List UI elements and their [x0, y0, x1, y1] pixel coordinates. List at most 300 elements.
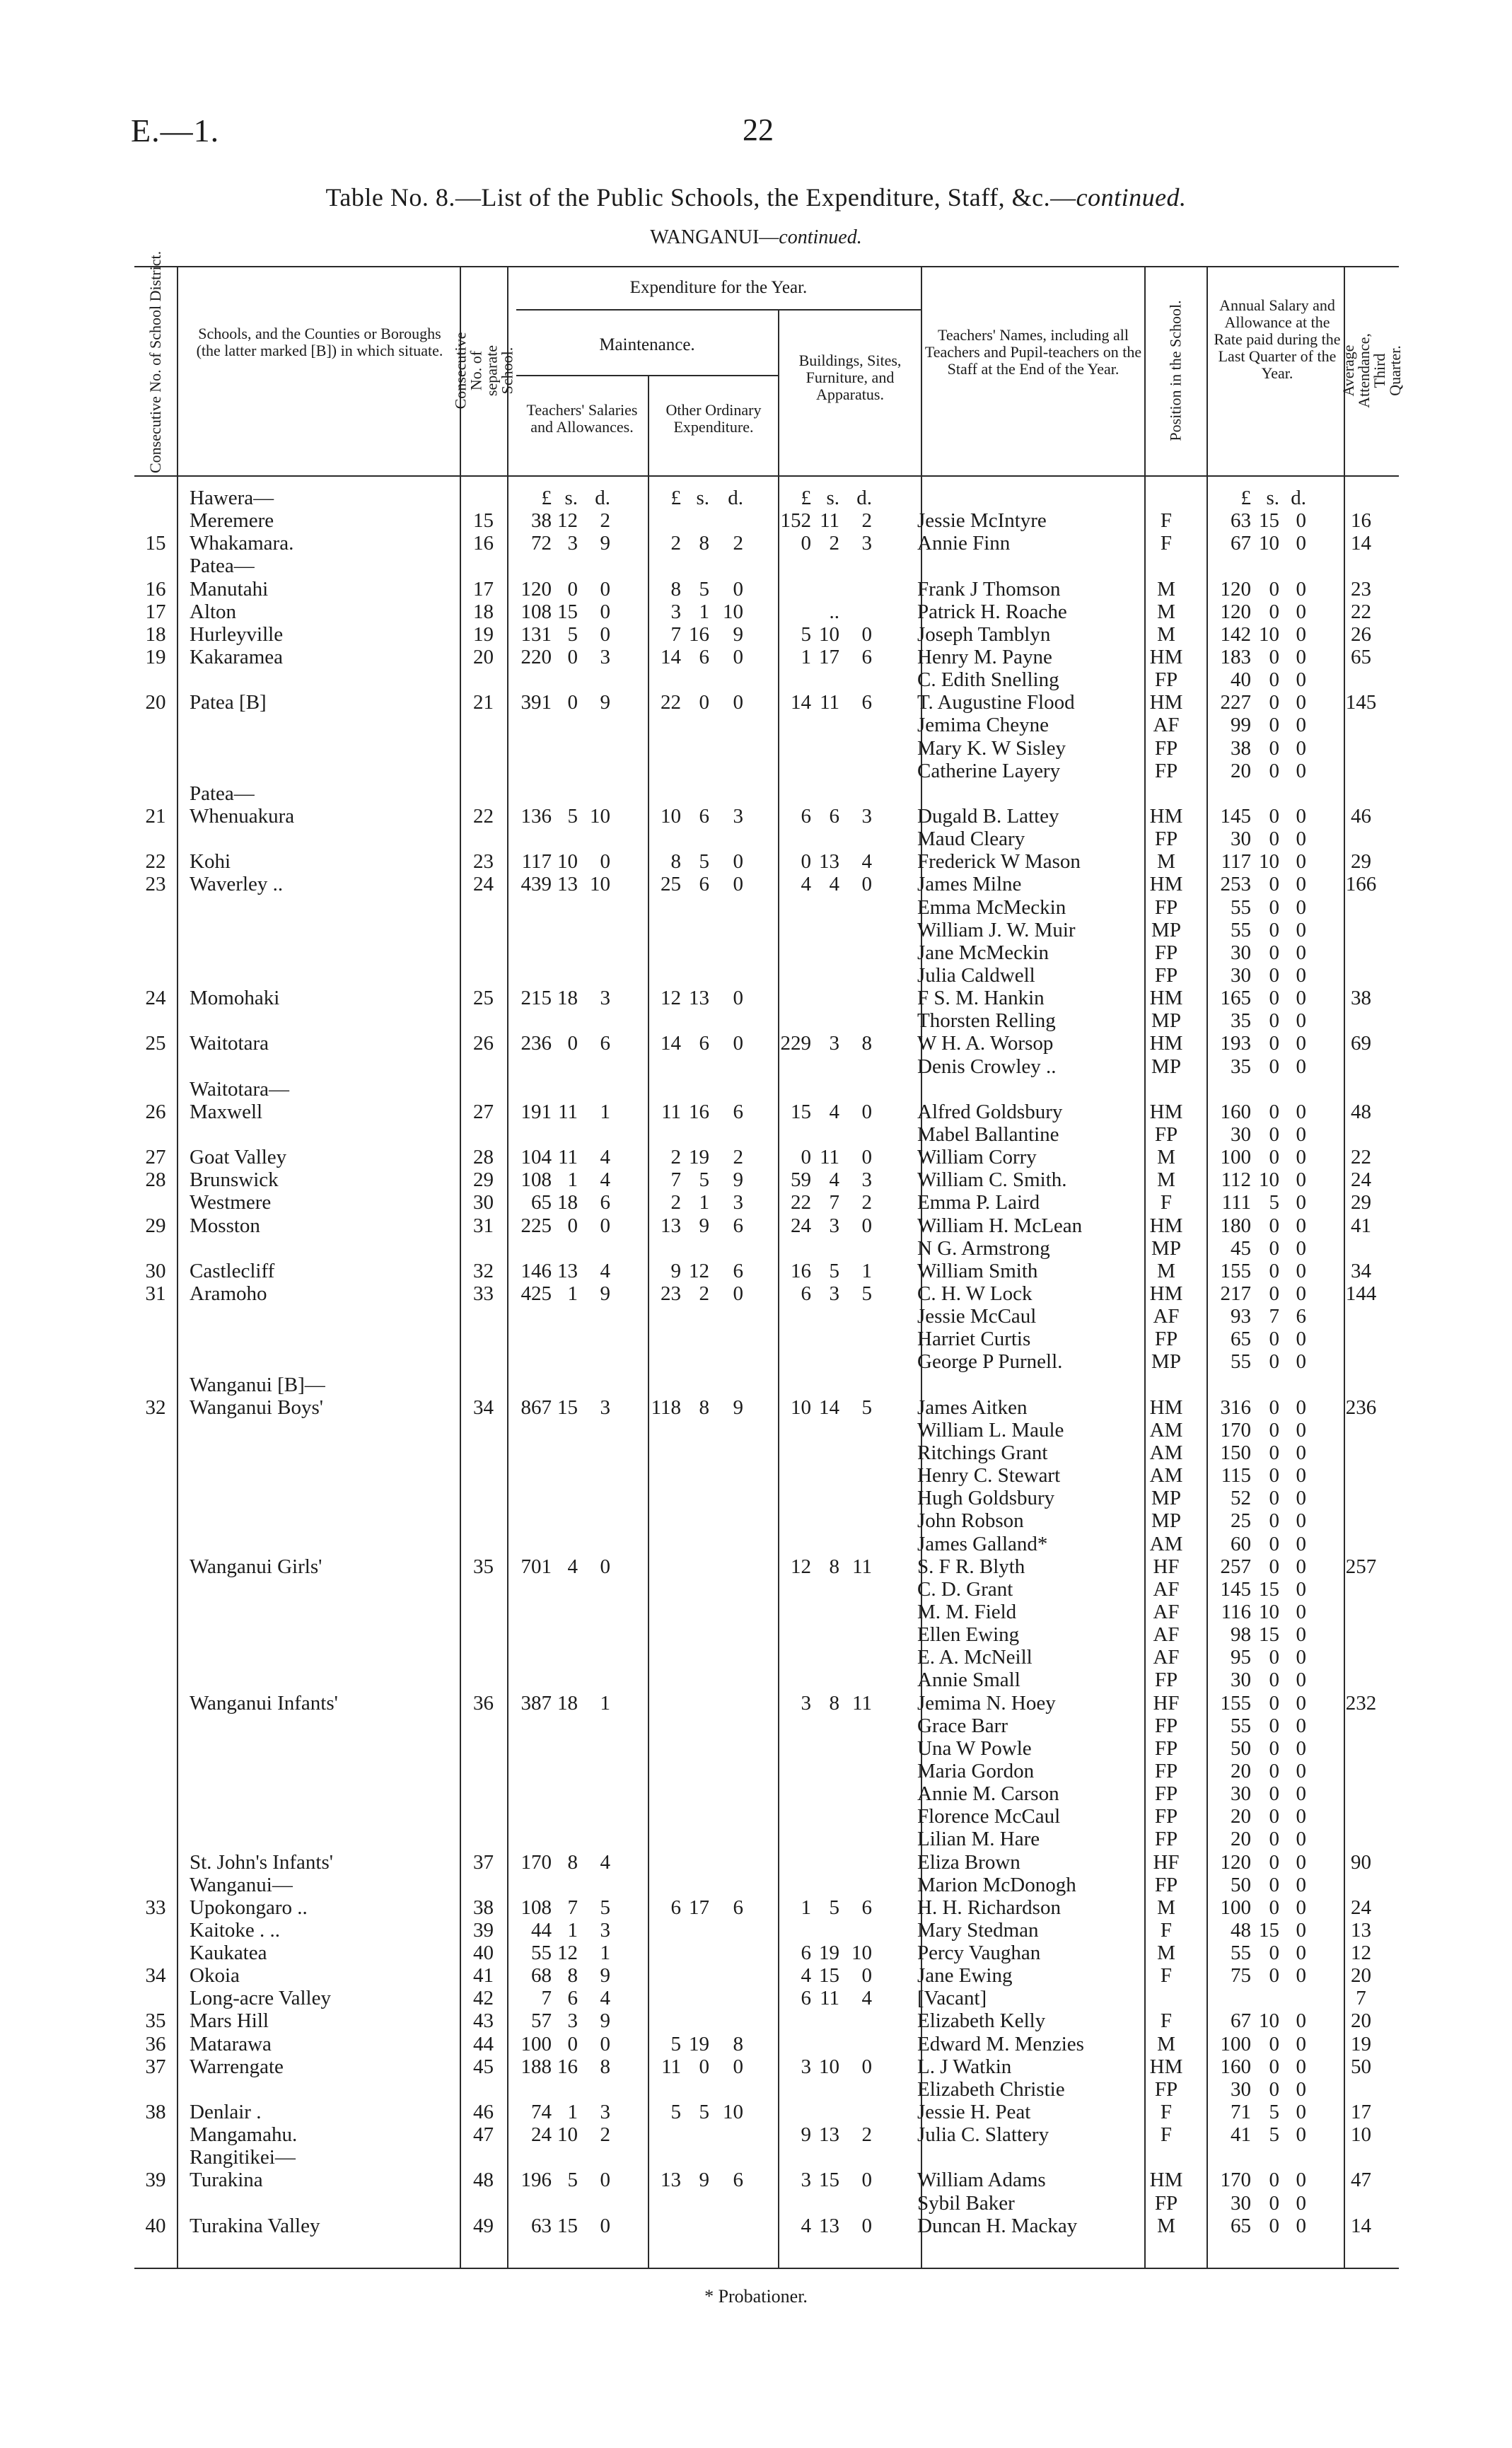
- teacher-position: [1135, 555, 1197, 577]
- buildings-shillings: [811, 1760, 839, 1782]
- average-attendance: 41: [1351, 1214, 1371, 1237]
- separate-school-no: 42: [473, 1987, 494, 2010]
- annual-pence: 0: [1296, 1350, 1306, 1374]
- table-row: [134, 737, 1388, 760]
- salary-pence: [578, 782, 639, 805]
- other-pounds: 14: [661, 1032, 681, 1055]
- annual-pence: 0: [1296, 2169, 1306, 2192]
- other-pence: [709, 1646, 769, 1669]
- salary-pounds: [507, 1078, 552, 1101]
- other-pounds: [639, 1305, 681, 1328]
- separate-school-no: 31: [473, 1214, 494, 1237]
- other-pounds: 22: [661, 691, 681, 714]
- buildings-pounds: [769, 1646, 811, 1669]
- teacher-position: F: [1160, 532, 1173, 555]
- salary-pounds: 391: [521, 691, 552, 714]
- other-pounds: [639, 1601, 681, 1623]
- annual-pence: [1279, 1987, 1334, 2009]
- table-row: [134, 1260, 1388, 1282]
- school-name: Denlair .: [190, 2101, 262, 2124]
- teacher-name: Eliza Brown: [917, 1850, 1020, 1874]
- salary-pence: [578, 2078, 639, 2101]
- other-pence: [709, 964, 769, 987]
- salary-shillings: 6: [567, 1987, 578, 2010]
- annual-shillings: 0: [1269, 1669, 1279, 1692]
- buildings-pounds: [769, 2192, 811, 2215]
- salary-pounds: [507, 1805, 552, 1828]
- separate-school-no: [460, 1623, 507, 1646]
- table-row: [134, 714, 1388, 736]
- salary-pounds: 196: [521, 2169, 552, 2192]
- salary-shillings: 1: [567, 1282, 578, 1305]
- other-shillings: [681, 714, 709, 736]
- annual-pence: 6: [1296, 1305, 1306, 1328]
- salary-pounds: 44: [531, 1918, 552, 1942]
- salary-shillings: 1: [567, 2101, 578, 2124]
- buildings-pounds: 6: [801, 805, 811, 828]
- other-pence: [709, 896, 769, 919]
- other-pence: 0: [733, 1282, 743, 1305]
- buildings-pence: [839, 941, 912, 964]
- school-name: Whakamara.: [190, 532, 294, 555]
- annual-shillings: 0: [1269, 1646, 1279, 1669]
- salary-pounds: [507, 782, 552, 805]
- teacher-name: L. J Watkin: [917, 2055, 1012, 2078]
- other-pence: 3: [733, 1191, 743, 1214]
- header-teachers-salaries: Teachers' Salaries and Allowances.: [526, 401, 638, 436]
- buildings-pounds: [769, 601, 811, 623]
- annual-pence: 0: [1296, 1646, 1306, 1669]
- header-teachers-names: Teachers' Names, including all Teachers and Pupil-teachers on the Staff at the End of the Year.: [924, 326, 1142, 378]
- other-pounds: [639, 919, 681, 941]
- salary-pence: [578, 1509, 639, 1532]
- buildings-pence: [839, 896, 912, 919]
- annual-shillings: [1251, 1373, 1279, 1396]
- buildings-pence: 6: [861, 646, 872, 669]
- other-shillings: [681, 1601, 709, 1623]
- annual-pence: [1279, 1373, 1334, 1396]
- buildings-pence: 1: [861, 1259, 872, 1282]
- other-shillings: 6: [699, 646, 709, 669]
- other-pence: 0: [733, 691, 743, 714]
- table-row: [134, 2101, 1388, 2123]
- other-pounds: [639, 1464, 681, 1487]
- other-pounds: [639, 1669, 681, 1691]
- salary-shillings: [552, 1237, 578, 1260]
- salary-pence: 0: [600, 577, 610, 601]
- school-name: [177, 941, 460, 964]
- buildings-shillings: 11: [820, 691, 839, 714]
- salary-pence: 4: [600, 1259, 610, 1282]
- teacher-position: FP: [1154, 2077, 1178, 2101]
- buildings-shillings: 7: [829, 1191, 839, 1214]
- annual-shillings: 0: [1269, 1555, 1279, 1578]
- salary-pence: 0: [600, 2214, 610, 2237]
- district-no: [134, 1715, 177, 1737]
- header-attendance: Average Attendance, Third Quarter.: [1339, 333, 1405, 408]
- teacher-position: AM: [1149, 1532, 1183, 1555]
- other-shillings: 6: [699, 1032, 709, 1055]
- annual-pence: 0: [1296, 918, 1306, 941]
- school-name: Mars Hill: [190, 2009, 269, 2033]
- other-pounds: 23: [661, 1282, 681, 1305]
- teacher-name: Florence McCaul: [917, 1805, 1061, 1828]
- salary-pence: 3: [600, 646, 610, 669]
- separate-school-no: 35: [473, 1555, 494, 1578]
- separate-school-no: [460, 1237, 507, 1260]
- district-no: [134, 1509, 177, 1532]
- buildings-shillings: 3: [829, 1282, 839, 1305]
- teacher-position: AF: [1153, 1305, 1180, 1328]
- other-shillings: 5: [699, 2101, 709, 2124]
- other-shillings: 17: [689, 1896, 709, 1919]
- other-shillings: [681, 2078, 709, 2101]
- school-name: [177, 1805, 460, 1828]
- annual-pounds: 50: [1231, 1736, 1251, 1760]
- other-shillings: [681, 2009, 709, 2032]
- buildings-pounds: [769, 737, 811, 760]
- annual-pounds: 145: [1220, 805, 1251, 828]
- salary-pounds: 236: [521, 1032, 552, 1055]
- buildings-shillings: [811, 737, 839, 760]
- buildings-pounds: [769, 555, 811, 577]
- district-no: [134, 1828, 177, 1850]
- separate-school-no: 34: [473, 1396, 494, 1419]
- teacher-name: James Galland*: [917, 1532, 1048, 1555]
- school-name: [177, 1532, 460, 1555]
- annual-pounds: 67: [1231, 532, 1251, 555]
- buildings-pence: [839, 2009, 912, 2032]
- salary-pence: 4: [600, 1146, 610, 1169]
- annual-shillings: 10: [1259, 532, 1279, 555]
- school-name: [177, 919, 460, 941]
- district-no: 19: [145, 646, 166, 669]
- average-attendance: [1334, 782, 1388, 805]
- average-attendance: 10: [1351, 2123, 1371, 2147]
- district-no: [134, 1623, 177, 1646]
- other-shillings: [681, 896, 709, 919]
- teacher-position: AF: [1153, 1577, 1180, 1601]
- average-attendance: [1334, 2078, 1388, 2101]
- average-attendance: [1334, 555, 1388, 577]
- salary-pounds: 74: [531, 2101, 552, 2124]
- other-pounds: 10: [661, 805, 681, 828]
- salary-shillings: [552, 919, 578, 941]
- buildings-shillings: 3: [829, 1032, 839, 1055]
- school-name: Kakaramea: [190, 646, 284, 669]
- salary-shillings: [552, 1464, 578, 1487]
- table-row: [134, 1168, 1388, 1191]
- school-name: [177, 1487, 460, 1509]
- salary-pence: [578, 1760, 639, 1782]
- average-attendance: [1334, 1441, 1388, 1464]
- other-pounds: [639, 1828, 681, 1850]
- separate-school-no: [460, 964, 507, 987]
- buildings-pence: 6: [861, 691, 872, 714]
- other-pence: [709, 1350, 769, 1373]
- salary-shillings: [552, 760, 578, 782]
- annual-shillings: 0: [1269, 1464, 1279, 1487]
- buildings-pence: [839, 1919, 912, 1942]
- average-attendance: 14: [1351, 532, 1371, 555]
- other-pence: 6: [733, 1100, 743, 1123]
- other-pence: [709, 2123, 769, 2146]
- buildings-shillings: [811, 941, 839, 964]
- buildings-shillings: 17: [819, 646, 839, 669]
- teacher-position: HM: [1149, 1214, 1183, 1237]
- annual-pounds: 35: [1231, 1055, 1251, 1078]
- teacher-name: [912, 2146, 1135, 2169]
- annual-pounds: 52: [1231, 1487, 1251, 1510]
- salary-pence: 3: [600, 1918, 610, 1942]
- school-name: Wanganui [B]—: [190, 1373, 325, 1396]
- table-row: [134, 896, 1388, 919]
- district-no: [134, 509, 177, 532]
- buildings-pounds: [769, 1760, 811, 1782]
- salary-shillings: [552, 1782, 578, 1805]
- annual-pounds: 155: [1220, 1691, 1251, 1715]
- salary-pounds: [507, 2078, 552, 2101]
- buildings-pence: [839, 1874, 912, 1896]
- salary-shillings: 8: [567, 1964, 578, 1988]
- salary-pence: [578, 1373, 639, 1396]
- buildings-pence: [839, 714, 912, 736]
- teacher-name: William H. McLean: [917, 1214, 1083, 1237]
- teacher-position: M: [1157, 577, 1175, 601]
- salary-pence: 9: [600, 1282, 610, 1305]
- table-row: [134, 1874, 1388, 1896]
- buildings-pence: [839, 782, 912, 805]
- other-shillings: [681, 1691, 709, 1714]
- buildings-pounds: 14: [791, 691, 811, 714]
- other-pounds: [639, 1237, 681, 1260]
- salary-pence: 5: [600, 1896, 610, 1919]
- salary-pounds: [507, 1350, 552, 1373]
- salary-pounds: 215: [521, 987, 552, 1010]
- salary-pence: [578, 1578, 639, 1601]
- annual-pounds: 65: [1231, 2214, 1251, 2237]
- annual-pounds: 55: [1231, 918, 1251, 941]
- teacher-position: FP: [1154, 1123, 1178, 1146]
- separate-school-no: 30: [473, 1191, 494, 1214]
- separate-school-no: [460, 1669, 507, 1691]
- average-attendance: [1334, 1601, 1388, 1623]
- annual-pounds: 30: [1231, 1669, 1251, 1692]
- buildings-pounds: [769, 941, 811, 964]
- annual-pounds: 120: [1220, 600, 1251, 623]
- salary-pounds: [507, 1737, 552, 1760]
- buildings-shillings: [811, 2033, 839, 2055]
- teacher-name: [Vacant]: [917, 1987, 987, 2010]
- school-name: Hurleyville: [190, 622, 284, 646]
- annual-shillings: 0: [1269, 1828, 1279, 1851]
- district-no: [134, 782, 177, 805]
- buildings-shillings: [811, 1328, 839, 1350]
- annual-pounds: [1197, 1987, 1251, 2009]
- salary-pence: [578, 1601, 639, 1623]
- salary-pounds: 63: [531, 2214, 552, 2237]
- annual-pounds: 193: [1220, 1032, 1251, 1055]
- average-attendance: 145: [1345, 691, 1377, 714]
- annual-pounds: 100: [1220, 1146, 1251, 1169]
- salary-pence: 0: [600, 2169, 610, 2192]
- other-shillings: 13: [689, 987, 709, 1010]
- salary-pence: 9: [600, 532, 610, 555]
- table-row: [134, 919, 1388, 941]
- average-attendance: 29: [1351, 1191, 1371, 1214]
- teacher-name: William C. Smith.: [917, 1168, 1067, 1192]
- other-shillings: 16: [689, 1100, 709, 1123]
- other-shillings: [681, 919, 709, 941]
- school-name: [177, 760, 460, 782]
- buildings-pounds: [769, 1828, 811, 1850]
- annual-shillings: 10: [1259, 622, 1279, 646]
- other-shillings: [681, 782, 709, 805]
- buildings-pence: [839, 1487, 912, 1509]
- separate-school-no: 16: [473, 532, 494, 555]
- school-name: Mosston: [190, 1214, 260, 1237]
- other-pence: 6: [733, 1214, 743, 1237]
- average-attendance: 144: [1345, 1282, 1377, 1305]
- salary-pounds: 188: [521, 2055, 552, 2078]
- header-district-no: Consecutive No. of School District.: [146, 250, 164, 473]
- annual-pence: 0: [1296, 2009, 1306, 2033]
- annual-pence: 0: [1296, 1418, 1306, 1441]
- teacher-position: M: [1157, 622, 1175, 646]
- other-shillings: [681, 1828, 709, 1850]
- other-shillings: 5: [699, 850, 709, 874]
- salary-pounds: 120: [521, 577, 552, 601]
- teacher-name: Frank J Thomson: [917, 577, 1061, 601]
- annual-shillings: 0: [1269, 577, 1279, 601]
- school-name: Hawera—: [190, 487, 274, 510]
- salary-pounds: £: [541, 487, 552, 510]
- average-attendance: 24: [1351, 1168, 1371, 1192]
- average-attendance: 48: [1351, 1100, 1371, 1123]
- district-no: [134, 1419, 177, 1441]
- separate-school-no: [460, 760, 507, 782]
- school-name: [177, 1009, 460, 1032]
- salary-pounds: 65: [531, 1191, 552, 1214]
- separate-school-no: 23: [473, 850, 494, 874]
- buildings-pounds: 0: [801, 1146, 811, 1169]
- table-row: [134, 1032, 1388, 1055]
- annual-pence: 0: [1296, 600, 1306, 623]
- annual-pence: 0: [1296, 1441, 1306, 1464]
- table-row: [134, 1919, 1388, 1942]
- salary-shillings: [552, 1760, 578, 1782]
- schools-table: [134, 487, 1388, 2237]
- table-row: [134, 1146, 1388, 1168]
- annual-shillings: 0: [1269, 918, 1279, 941]
- annual-shillings: 0: [1269, 2032, 1279, 2055]
- separate-school-no: [460, 1373, 507, 1396]
- other-pence: 2: [733, 1146, 743, 1169]
- separate-school-no: [460, 555, 507, 577]
- buildings-shillings: [811, 668, 839, 691]
- teacher-name: Marion McDonogh: [917, 1873, 1076, 1896]
- teacher-position: [1135, 782, 1197, 805]
- annual-pence: 0: [1296, 1736, 1306, 1760]
- buildings-pence: [839, 828, 912, 850]
- teacher-name: John Robson: [917, 1509, 1024, 1533]
- salary-pounds: 136: [521, 805, 552, 828]
- buildings-shillings: [811, 1646, 839, 1669]
- salary-shillings: [552, 828, 578, 850]
- teacher-position: MP: [1151, 918, 1181, 941]
- salary-pounds: [507, 668, 552, 691]
- buildings-pence: [839, 1009, 912, 1032]
- annual-pounds: 160: [1220, 2055, 1251, 2078]
- teacher-name: Mary Stedman: [917, 1918, 1039, 1942]
- annual-pounds: [1197, 555, 1251, 577]
- buildings-pence: [839, 1669, 912, 1691]
- salary-pounds: 146: [521, 1259, 552, 1282]
- average-attendance: [1334, 1509, 1388, 1532]
- average-attendance: [1334, 1009, 1388, 1032]
- annual-shillings: 0: [1269, 2169, 1279, 2192]
- salary-shillings: [552, 1078, 578, 1101]
- buildings-pounds: [769, 1669, 811, 1691]
- district-no: 40: [145, 2214, 166, 2237]
- annual-pounds: 30: [1231, 2077, 1251, 2101]
- other-pounds: 14: [661, 646, 681, 669]
- other-shillings: 2: [699, 1282, 709, 1305]
- buildings-pounds: [769, 2033, 811, 2055]
- district-no: 21: [145, 805, 166, 828]
- salary-shillings: 5: [567, 805, 578, 828]
- school-name: Goat Valley: [190, 1146, 287, 1169]
- buildings-pence: [839, 2192, 912, 2215]
- other-pence: [709, 1669, 769, 1691]
- separate-school-no: 15: [473, 509, 494, 533]
- buildings-shillings: [811, 1850, 839, 1873]
- teacher-name: William Corry: [917, 1146, 1037, 1169]
- school-name: Mangamahu.: [190, 2123, 298, 2147]
- other-pence: [709, 555, 769, 577]
- other-pounds: [639, 2192, 681, 2215]
- district-no: [134, 1805, 177, 1828]
- annual-pounds: 112: [1221, 1168, 1251, 1192]
- annual-pence: 0: [1296, 2101, 1306, 2124]
- other-shillings: [681, 668, 709, 691]
- buildings-pounds: 5: [801, 622, 811, 646]
- school-name: [177, 1055, 460, 1078]
- buildings-shillings: [811, 760, 839, 782]
- teacher-position: HM: [1149, 873, 1183, 896]
- salary-pounds: 439: [521, 873, 552, 896]
- other-shillings: [681, 1555, 709, 1578]
- district-no: [134, 487, 177, 509]
- separate-school-no: [460, 828, 507, 850]
- buildings-shillings: 4: [829, 1168, 839, 1192]
- separate-school-no: 47: [473, 2123, 494, 2147]
- separate-school-no: 37: [473, 1850, 494, 1874]
- other-shillings: [681, 1578, 709, 1601]
- buildings-pence: [839, 578, 912, 601]
- salary-pounds: 117: [521, 850, 552, 874]
- teacher-name: Edward M. Menzies: [917, 2032, 1084, 2055]
- annual-pence: 0: [1296, 873, 1306, 896]
- other-pounds: 118: [651, 1396, 681, 1419]
- other-shillings: [681, 1623, 709, 1646]
- buildings-pence: 0: [861, 1964, 872, 1988]
- table-row: [134, 1078, 1388, 1101]
- other-pounds: 3: [670, 600, 681, 623]
- salary-pounds: [507, 1669, 552, 1691]
- annual-pounds: 30: [1231, 1123, 1251, 1146]
- annual-shillings: 0: [1269, 1805, 1279, 1828]
